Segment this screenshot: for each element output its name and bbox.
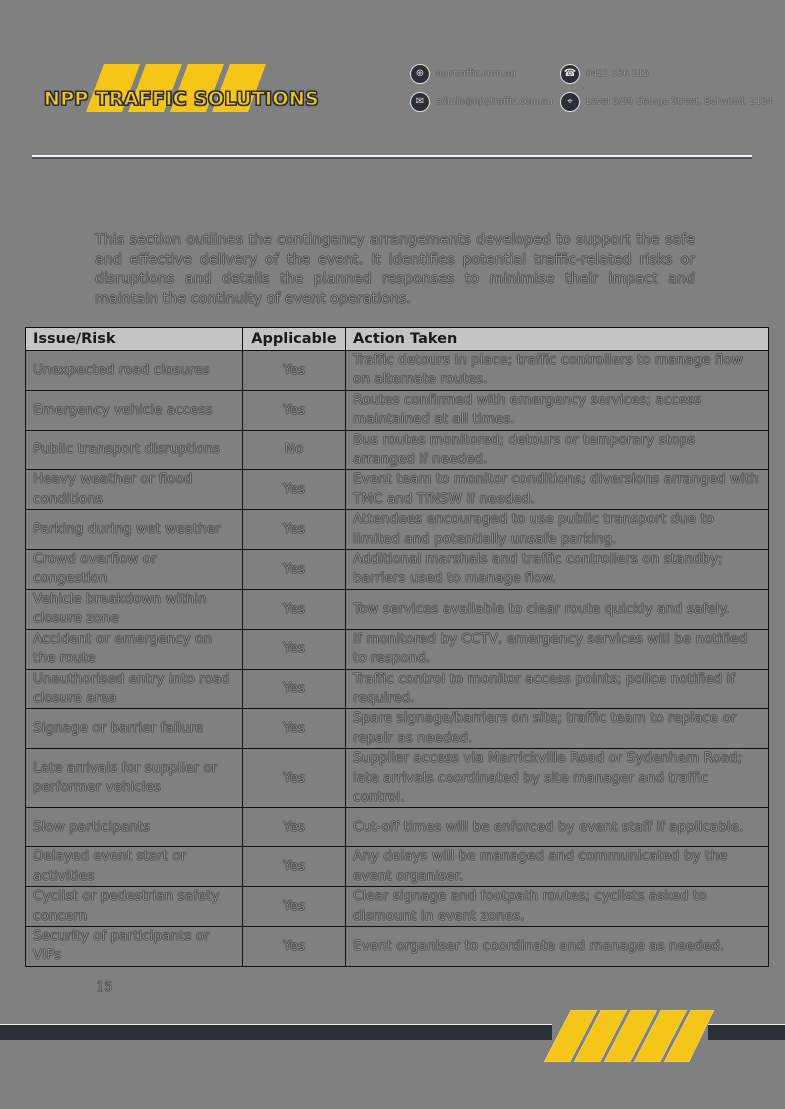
- action-cell: Clear signage and footpath routes; cyclists asked to dismount in event zones.: [346, 887, 769, 927]
- column-header-action: Action Taken: [346, 328, 769, 351]
- website-text: npptraffic.com.au: [436, 69, 516, 79]
- address-text: Level 5/20 George Street, Burwood, 2134: [586, 97, 773, 107]
- issue-cell: Crowd overflow or congestion: [26, 550, 243, 590]
- column-header-issue: Issue/Risk: [26, 328, 243, 351]
- issue-cell: Unauthorised entry into road closure area: [26, 669, 243, 709]
- action-cell: Traffic detours in place; traffic controllers to manage flow on alternate routes.: [346, 351, 769, 391]
- mail-icon: ✉: [410, 92, 430, 112]
- issue-cell: Unexpected road closures: [26, 351, 243, 391]
- contact-phone[interactable]: [560, 64, 649, 84]
- applicable-cell: Yes: [243, 926, 346, 966]
- email-text: admin@npptraffic.com.au: [436, 97, 553, 107]
- table-row: [26, 390, 769, 430]
- table-row: [26, 887, 769, 927]
- issue-cell: Delayed event start or activities: [26, 847, 243, 887]
- issue-cell: Signage or barrier failure: [26, 709, 243, 749]
- applicable-cell: Yes: [243, 749, 346, 808]
- table-row: [26, 709, 769, 749]
- action-cell: Cut-off times will be enforced by event staff if applicable.: [346, 808, 769, 847]
- issue-cell: Vehicle breakdown within closure zone: [26, 589, 243, 629]
- contact-email[interactable]: [410, 92, 553, 112]
- applicable-cell: Yes: [243, 847, 346, 887]
- applicable-cell: Yes: [243, 351, 346, 391]
- footer-bar: [0, 1024, 552, 1040]
- contact-address: [560, 92, 773, 112]
- action-cell: Spare signage/barriers on site; traffic team to replace or repair as needed.: [346, 709, 769, 749]
- intro-paragraph: This section outlines the contingency arrangements developed to support the safe and effective delivery of the event. It identifies potential traffic-related risks or disruptions and details the planned responses to minimise their impact and maintain the continuity of event operations.: [95, 232, 695, 307]
- table-row: [26, 749, 769, 808]
- issue-cell: Slow participants: [26, 808, 243, 847]
- action-cell: Attendees encouraged to use public transport due to limited and potentially unsafe parking.: [346, 510, 769, 550]
- action-cell: If monitored by CCTV, emergency services will be notified to respond.: [346, 629, 769, 669]
- action-cell: Tow services available to clear route quickly and safely.: [346, 589, 769, 629]
- phone-text: 0421 536 115: [586, 69, 649, 79]
- table-row: [26, 629, 769, 669]
- table-row: [26, 430, 769, 470]
- table-row: [26, 510, 769, 550]
- globe-icon: ⊕: [410, 64, 430, 84]
- action-cell: Additional marshals and traffic controllers on standby; barriers used to manage flow.: [346, 550, 769, 590]
- logo-text: NPP TRAFFIC SOLUTIONS: [44, 88, 320, 110]
- action-cell: Supplier access via Marrickville Road or Sydenham Road; late arrivals coordinated by site manager and traffic control.: [346, 749, 769, 808]
- issue-cell: Security of participants or VIPs: [26, 926, 243, 966]
- table-row: [26, 808, 769, 847]
- applicable-cell: No: [243, 430, 346, 470]
- company-logo: [42, 62, 320, 114]
- footer-bar-right: [708, 1024, 785, 1040]
- applicable-cell: Yes: [243, 390, 346, 430]
- column-header-applicable: Applicable: [243, 328, 346, 351]
- table-header-row: [26, 328, 769, 351]
- issue-cell: Late arrivals for supplier or performer vehicles: [26, 749, 243, 808]
- issue-cell: Parking during wet weather: [26, 510, 243, 550]
- applicable-cell: Yes: [243, 669, 346, 709]
- phone-icon: ☎: [560, 64, 580, 84]
- table-body: [26, 351, 769, 967]
- applicable-cell: Yes: [243, 510, 346, 550]
- contact-website[interactable]: [410, 64, 516, 84]
- applicable-cell: Yes: [243, 550, 346, 590]
- applicable-cell: Yes: [243, 629, 346, 669]
- action-cell: Any delays will be managed and communicated by the event organiser.: [346, 847, 769, 887]
- action-cell: Event organiser to coordinate and manage as needed.: [346, 926, 769, 966]
- table-row: [26, 589, 769, 629]
- table-row: [26, 669, 769, 709]
- table-row: [26, 847, 769, 887]
- header-divider: [32, 155, 752, 159]
- action-cell: Bus routes monitored; detours or temporary stops arranged if needed.: [346, 430, 769, 470]
- action-cell: Event team to monitor conditions; diversions arranged with TMC and TfNSW if needed.: [346, 470, 769, 510]
- issue-cell: Emergency vehicle access: [26, 390, 243, 430]
- issue-cell: Cyclist or pedestrian safety concern: [26, 887, 243, 927]
- table-row: [26, 351, 769, 391]
- applicable-cell: Yes: [243, 589, 346, 629]
- action-cell: Routes confirmed with emergency services; access maintained at all times.: [346, 390, 769, 430]
- action-cell: Traffic control to monitor access points; police notified if required.: [346, 669, 769, 709]
- table-row: [26, 470, 769, 510]
- issue-cell: Public transport disruptions: [26, 430, 243, 470]
- applicable-cell: Yes: [243, 808, 346, 847]
- page-number: 15: [96, 980, 113, 995]
- applicable-cell: Yes: [243, 470, 346, 510]
- applicable-cell: Yes: [243, 709, 346, 749]
- location-pin-icon: ⌖: [560, 92, 580, 112]
- footer-stripes-icon: [542, 1010, 717, 1062]
- table-row: [26, 926, 769, 966]
- issue-cell: Heavy weather or flood conditions: [26, 470, 243, 510]
- table-row: [26, 550, 769, 590]
- applicable-cell: Yes: [243, 887, 346, 927]
- issue-cell: Accident or emergency on the route: [26, 629, 243, 669]
- contingency-table: [25, 327, 769, 967]
